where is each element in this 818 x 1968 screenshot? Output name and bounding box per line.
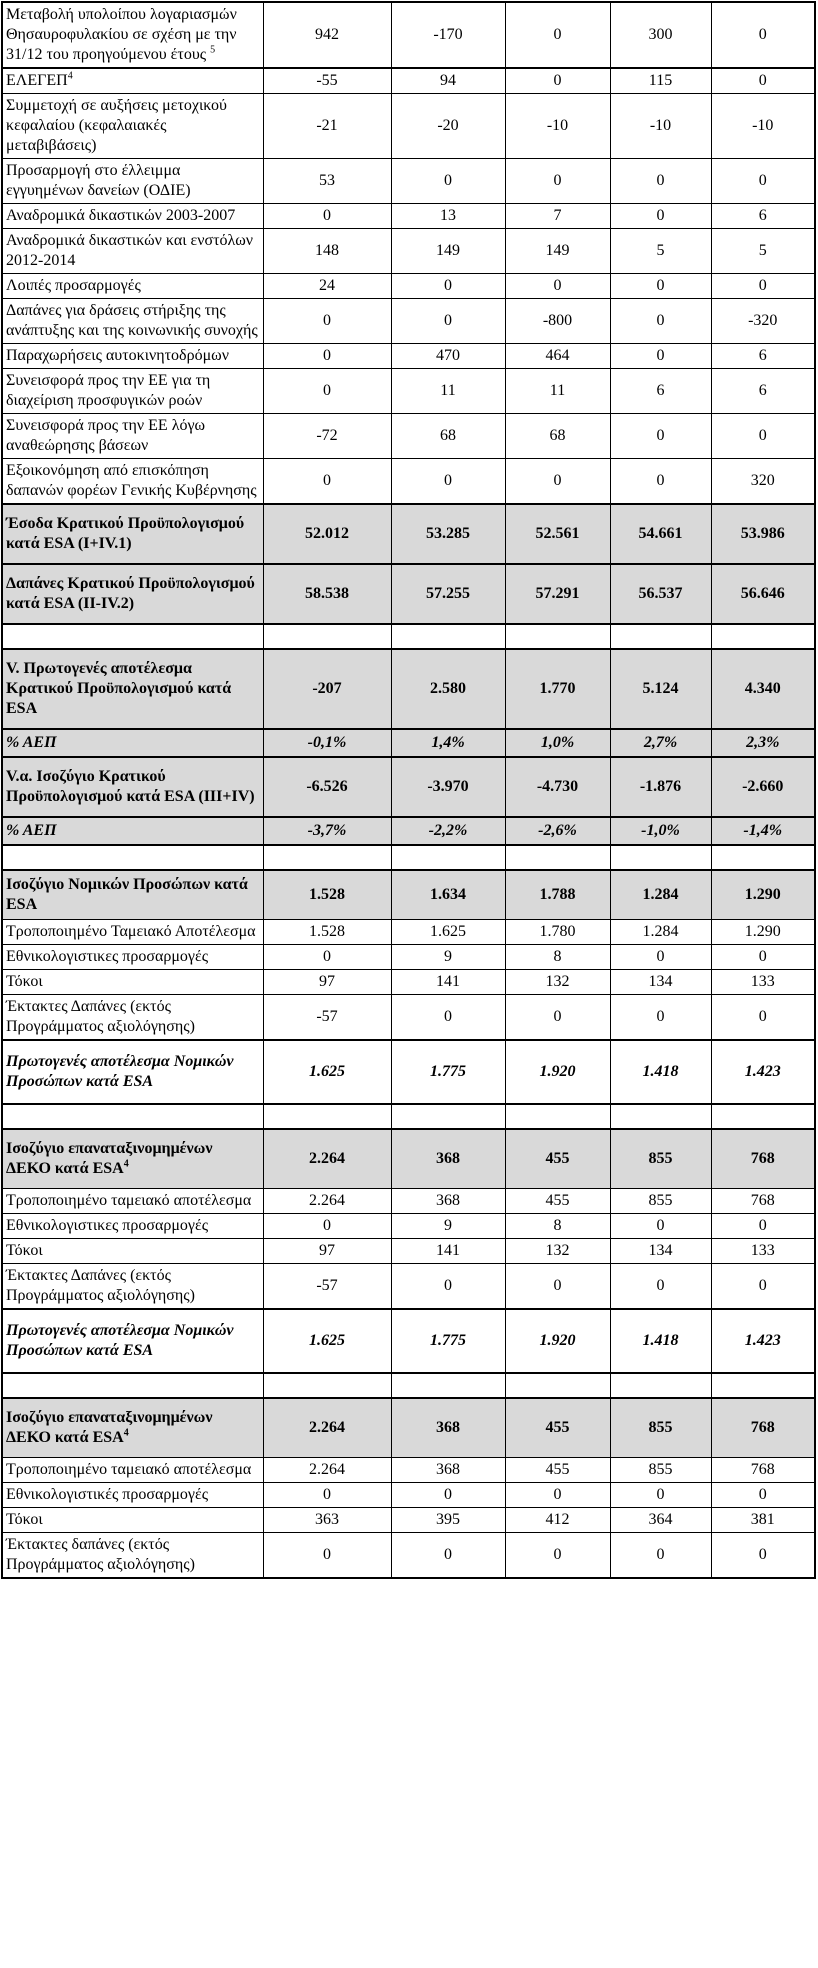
value-cell: 0 (391, 1533, 505, 1579)
row-label: Συμμετοχή σε αυξήσεις μετοχικού κεφαλαίου (κεφαλαιακές μεταβιβάσεις) (2, 94, 263, 159)
value-cell: 5 (711, 229, 815, 274)
value-cell: 0 (711, 1214, 815, 1239)
row-label: Παραχωρήσεις αυτοκινητοδρόμων (2, 344, 263, 369)
value-cell: 68 (391, 414, 505, 459)
value-cell: 4.340 (711, 649, 815, 729)
table-row (2, 344, 815, 369)
value-cell: 0 (711, 1533, 815, 1579)
table-row (2, 504, 815, 564)
value-cell: 149 (505, 229, 610, 274)
value-cell (391, 1373, 505, 1398)
value-cell: 1.284 (610, 870, 711, 920)
value-cell (263, 1373, 391, 1398)
value-cell: 1.528 (263, 870, 391, 920)
value-cell (610, 624, 711, 649)
value-cell: 1.780 (505, 920, 610, 945)
value-cell: 1.775 (391, 1309, 505, 1373)
value-cell: 0 (610, 1214, 711, 1239)
value-cell: 5 (610, 229, 711, 274)
value-cell: 6 (711, 204, 815, 229)
value-cell: 13 (391, 204, 505, 229)
value-cell: 1.625 (263, 1309, 391, 1373)
value-cell: 148 (263, 229, 391, 274)
value-cell (610, 845, 711, 870)
value-cell: 768 (711, 1129, 815, 1189)
value-cell: 368 (391, 1398, 505, 1458)
value-cell: 1.423 (711, 1309, 815, 1373)
value-cell: 1,4% (391, 729, 505, 757)
table-row (2, 920, 815, 945)
value-cell (263, 1104, 391, 1129)
value-cell (610, 1104, 711, 1129)
row-label: Προσαρμογή στο έλλειμμα εγγυημένων δανείων (ΟΔΙΕ) (2, 159, 263, 204)
value-cell: 97 (263, 1239, 391, 1264)
value-cell: 320 (711, 459, 815, 505)
table-row (2, 995, 815, 1041)
table-row (2, 369, 815, 414)
table-row (2, 649, 815, 729)
value-cell: 141 (391, 1239, 505, 1264)
value-cell: 56.646 (711, 564, 815, 624)
value-cell: 0 (711, 945, 815, 970)
value-cell: 0 (505, 459, 610, 505)
value-cell: 412 (505, 1508, 610, 1533)
value-cell: -2,6% (505, 817, 610, 845)
value-cell: -10 (610, 94, 711, 159)
value-cell: -3,7% (263, 817, 391, 845)
value-cell: 0 (505, 995, 610, 1041)
value-cell: 364 (610, 1508, 711, 1533)
value-cell: 768 (711, 1458, 815, 1483)
value-cell: 11 (391, 369, 505, 414)
value-cell: 455 (505, 1398, 610, 1458)
value-cell: 363 (263, 1508, 391, 1533)
table-row (2, 1129, 815, 1189)
table-row (2, 274, 815, 299)
value-cell: -21 (263, 94, 391, 159)
value-cell: 368 (391, 1458, 505, 1483)
row-label: Τόκοι (2, 1508, 263, 1533)
row-label: Αναδρομικά δικαστικών 2003-2007 (2, 204, 263, 229)
row-label: Εθνικολογιστικες προσαρμογές (2, 1214, 263, 1239)
table-row (2, 159, 815, 204)
row-label: Τροποποιημένο Ταμειακό Αποτέλεσμα (2, 920, 263, 945)
value-cell: 2.264 (263, 1129, 391, 1189)
value-cell: 1.290 (711, 870, 815, 920)
footnote-ref: 4 (123, 1427, 129, 1439)
row-label: Αναδρομικά δικαστικών και ενστόλων 2012-2014 (2, 229, 263, 274)
value-cell (391, 1104, 505, 1129)
value-cell: 8 (505, 945, 610, 970)
value-cell: 455 (505, 1189, 610, 1214)
row-label: Έκτακτες Δαπάνες (εκτός Προγράμματος αξιολόγησης) (2, 995, 263, 1041)
row-label: Εθνικολογιστικές προσαρμογές (2, 1483, 263, 1508)
value-cell (711, 624, 815, 649)
value-cell: -0,1% (263, 729, 391, 757)
value-cell: 134 (610, 970, 711, 995)
value-cell: 115 (610, 68, 711, 94)
value-cell: 2.264 (263, 1398, 391, 1458)
value-cell: 0 (711, 1483, 815, 1508)
table-row (2, 1264, 815, 1310)
table-row (2, 2, 815, 68)
value-cell: -320 (711, 299, 815, 344)
value-cell: -207 (263, 649, 391, 729)
value-cell: -2,2% (391, 817, 505, 845)
value-cell: 0 (391, 459, 505, 505)
row-label: Τροποποιημένο ταμειακό αποτέλεσμα (2, 1189, 263, 1214)
value-cell: 0 (391, 274, 505, 299)
value-cell: 58.538 (263, 564, 391, 624)
footnote-ref: 5 (210, 44, 216, 56)
row-label: Δαπάνες για δράσεις στήριξης της ανάπτυξης και της κοινωνικής συνοχής (2, 299, 263, 344)
value-cell (610, 1373, 711, 1398)
value-cell: 0 (391, 995, 505, 1041)
row-label: Έσοδα Κρατικού Προϋπολογισμού κατά ESA (I+IV.1) (2, 504, 263, 564)
footnote-ref: 4 (123, 1158, 129, 1170)
value-cell: 0 (711, 995, 815, 1041)
value-cell: 0 (505, 1533, 610, 1579)
row-label: Τροποποιημένο ταμειακό αποτέλεσμα (2, 1458, 263, 1483)
value-cell: 855 (610, 1398, 711, 1458)
value-cell: 1.528 (263, 920, 391, 945)
value-cell: 0 (610, 344, 711, 369)
table-row (2, 299, 815, 344)
value-cell: 2.264 (263, 1458, 391, 1483)
row-label: Πρωτογενές αποτέλεσμα Νομικών Προσώπων κατά ESA (2, 1309, 263, 1373)
value-cell: 2,7% (610, 729, 711, 757)
value-cell: 0 (263, 945, 391, 970)
row-label: Ισοζύγιο επαναταξινομημένων ΔΕΚΟ κατά ESA$^4$ (2, 1398, 263, 1458)
value-cell: 9 (391, 1214, 505, 1239)
value-cell: 53.285 (391, 504, 505, 564)
value-cell (505, 1104, 610, 1129)
value-cell: 0 (505, 2, 610, 68)
value-cell (391, 624, 505, 649)
spacer-row (2, 845, 815, 870)
row-label: Συνεισφορά προς την ΕΕ λόγω αναθεώρησης βάσεων (2, 414, 263, 459)
row-label: Ισοζύγιο Νομικών Προσώπων κατά ESA (2, 870, 263, 920)
value-cell: 0 (711, 2, 815, 68)
budget-table-body (2, 2, 815, 1578)
value-cell: 455 (505, 1458, 610, 1483)
table-row (2, 1458, 815, 1483)
value-cell: 1.775 (391, 1040, 505, 1104)
value-cell: 0 (610, 414, 711, 459)
value-cell: 368 (391, 1129, 505, 1189)
value-cell: 57.291 (505, 564, 610, 624)
value-cell: 0 (610, 995, 711, 1041)
value-cell: 0 (263, 1533, 391, 1579)
value-cell: 0 (610, 1533, 711, 1579)
value-cell: 1.634 (391, 870, 505, 920)
value-cell (505, 624, 610, 649)
table-row (2, 945, 815, 970)
value-cell: 8 (505, 1214, 610, 1239)
value-cell: 1.418 (610, 1040, 711, 1104)
budget-table (1, 1, 816, 1579)
value-cell: 0 (263, 299, 391, 344)
value-cell: 0 (391, 1483, 505, 1508)
value-cell (391, 845, 505, 870)
value-cell: -1.876 (610, 757, 711, 817)
value-cell: 53 (263, 159, 391, 204)
value-cell: -6.526 (263, 757, 391, 817)
table-row (2, 459, 815, 505)
value-cell: 11 (505, 369, 610, 414)
value-cell: 0 (610, 204, 711, 229)
value-cell (711, 1373, 815, 1398)
spacer-row (2, 1373, 815, 1398)
table-row (2, 204, 815, 229)
value-cell: -3.970 (391, 757, 505, 817)
spacer-row (2, 1104, 815, 1129)
row-label: Ισοζύγιο επαναταξινομημένων ΔΕΚΟ κατά ESA$^4$ (2, 1129, 263, 1189)
value-cell: 1,0% (505, 729, 610, 757)
table-row (2, 1214, 815, 1239)
row-label: Τόκοι (2, 1239, 263, 1264)
value-cell: 132 (505, 970, 610, 995)
table-row (2, 870, 815, 920)
row-label: V.α. Ισοζύγιο Κρατικού Προϋπολογισμού κατά ESA (III+IV) (2, 757, 263, 817)
value-cell: -4.730 (505, 757, 610, 817)
value-cell: 0 (391, 1264, 505, 1310)
value-cell: 0 (610, 459, 711, 505)
row-label: Εξοικονόμηση από επισκόπηση δαπανών φορέων Γενικής Κυβέρνησης (2, 459, 263, 505)
value-cell (711, 1104, 815, 1129)
value-cell: 6 (610, 369, 711, 414)
table-row (2, 414, 815, 459)
value-cell: 0 (610, 1483, 711, 1508)
value-cell: 395 (391, 1508, 505, 1533)
value-cell: 855 (610, 1458, 711, 1483)
value-cell: 464 (505, 344, 610, 369)
row-label: Τόκοι (2, 970, 263, 995)
value-cell: 1.423 (711, 1040, 815, 1104)
row-label (2, 845, 263, 870)
value-cell: 68 (505, 414, 610, 459)
value-cell: 1.625 (263, 1040, 391, 1104)
table-row (2, 1309, 815, 1373)
value-cell: 455 (505, 1129, 610, 1189)
spacer-row (2, 624, 815, 649)
value-cell: 141 (391, 970, 505, 995)
value-cell: 1.284 (610, 920, 711, 945)
value-cell: 134 (610, 1239, 711, 1264)
row-label: ΕΛΕΓΕΠ$^4$ (2, 68, 263, 94)
table-row (2, 564, 815, 624)
value-cell: 768 (711, 1398, 815, 1458)
value-cell: 2.264 (263, 1189, 391, 1214)
table-row (2, 1040, 815, 1104)
value-cell: 768 (711, 1189, 815, 1214)
value-cell: -800 (505, 299, 610, 344)
value-cell: 855 (610, 1129, 711, 1189)
value-cell: 149 (391, 229, 505, 274)
table-row (2, 1239, 815, 1264)
table-row (2, 1508, 815, 1533)
value-cell: 0 (711, 68, 815, 94)
value-cell: 0 (263, 1214, 391, 1239)
table-row (2, 1189, 815, 1214)
value-cell: 942 (263, 2, 391, 68)
value-cell: -2.660 (711, 757, 815, 817)
value-cell: -10 (711, 94, 815, 159)
value-cell: 9 (391, 945, 505, 970)
value-cell: -57 (263, 995, 391, 1041)
value-cell: 0 (505, 1483, 610, 1508)
value-cell: -57 (263, 1264, 391, 1310)
value-cell (263, 624, 391, 649)
value-cell: 0 (610, 945, 711, 970)
value-cell: 1.920 (505, 1309, 610, 1373)
value-cell: 0 (610, 299, 711, 344)
row-label: Πρωτογενές αποτέλεσμα Νομικών Προσώπων κατά ESA (2, 1040, 263, 1104)
row-label (2, 624, 263, 649)
value-cell: 1.920 (505, 1040, 610, 1104)
value-cell: -55 (263, 68, 391, 94)
row-label: % ΑΕΠ (2, 729, 263, 757)
row-label: Μεταβολή υπολοίπου λογαριασμών Θησαυροφυλακίου σε σχέση με την 31/12 του προηγούμενου έτους $^5$ (2, 2, 263, 68)
value-cell (711, 845, 815, 870)
value-cell: 300 (610, 2, 711, 68)
table-row (2, 1533, 815, 1579)
value-cell: 132 (505, 1239, 610, 1264)
value-cell: 0 (505, 274, 610, 299)
table-row (2, 729, 815, 757)
value-cell: 52.012 (263, 504, 391, 564)
value-cell: 0 (263, 1483, 391, 1508)
row-label: Έκτακτες δαπάνες (εκτός Προγράμματος αξιολόγησης) (2, 1533, 263, 1579)
table-row (2, 817, 815, 845)
value-cell: 0 (505, 1264, 610, 1310)
value-cell: 97 (263, 970, 391, 995)
value-cell: -10 (505, 94, 610, 159)
value-cell: 0 (711, 414, 815, 459)
table-row (2, 1483, 815, 1508)
value-cell (263, 845, 391, 870)
table-row (2, 94, 815, 159)
value-cell: 1.770 (505, 649, 610, 729)
value-cell: -1,4% (711, 817, 815, 845)
value-cell: 0 (610, 1264, 711, 1310)
value-cell: 133 (711, 970, 815, 995)
value-cell: 0 (391, 159, 505, 204)
table-row (2, 68, 815, 94)
value-cell: 0 (711, 274, 815, 299)
value-cell: 56.537 (610, 564, 711, 624)
value-cell: 0 (711, 1264, 815, 1310)
value-cell: 381 (711, 1508, 815, 1533)
value-cell: 0 (505, 159, 610, 204)
row-label: % ΑΕΠ (2, 817, 263, 845)
value-cell: 2.580 (391, 649, 505, 729)
table-row (2, 229, 815, 274)
value-cell: -170 (391, 2, 505, 68)
value-cell: 2,3% (711, 729, 815, 757)
value-cell: 94 (391, 68, 505, 94)
value-cell: 6 (711, 344, 815, 369)
value-cell: 6 (711, 369, 815, 414)
value-cell (505, 1373, 610, 1398)
value-cell: 0 (610, 159, 711, 204)
row-label: Έκτακτες Δαπάνες (εκτός Προγράμματος αξιολόγησης) (2, 1264, 263, 1310)
value-cell: -72 (263, 414, 391, 459)
value-cell: 1.418 (610, 1309, 711, 1373)
value-cell: 1.788 (505, 870, 610, 920)
value-cell: 54.661 (610, 504, 711, 564)
value-cell: 57.255 (391, 564, 505, 624)
row-label: Δαπάνες Κρατικού Προϋπολογισμού κατά ESA (II-IV.2) (2, 564, 263, 624)
row-label: Εθνικολογιστικες προσαρμογές (2, 945, 263, 970)
value-cell: 368 (391, 1189, 505, 1214)
table-row (2, 757, 815, 817)
value-cell: 1.625 (391, 920, 505, 945)
value-cell: 0 (505, 68, 610, 94)
row-label: Συνεισφορά προς την ΕΕ για τη διαχείριση προσφυγικών ροών (2, 369, 263, 414)
value-cell: 0 (391, 299, 505, 344)
value-cell: 5.124 (610, 649, 711, 729)
value-cell: 0 (263, 459, 391, 505)
value-cell: 133 (711, 1239, 815, 1264)
value-cell: 24 (263, 274, 391, 299)
value-cell: 7 (505, 204, 610, 229)
value-cell: 0 (711, 159, 815, 204)
table-row (2, 970, 815, 995)
value-cell: -1,0% (610, 817, 711, 845)
value-cell: 1.290 (711, 920, 815, 945)
value-cell: 0 (263, 204, 391, 229)
row-label (2, 1104, 263, 1129)
footnote-ref: 4 (67, 70, 73, 82)
value-cell: 53.986 (711, 504, 815, 564)
value-cell: 0 (263, 369, 391, 414)
table-row (2, 1398, 815, 1458)
row-label (2, 1373, 263, 1398)
value-cell: 0 (263, 344, 391, 369)
value-cell: 0 (610, 274, 711, 299)
value-cell: 470 (391, 344, 505, 369)
value-cell (505, 845, 610, 870)
row-label: V. Πρωτογενές αποτέλεσμα Κρατικού Προϋπολογισμού κατά ESA (2, 649, 263, 729)
row-label: Λοιπές προσαρμογές (2, 274, 263, 299)
value-cell: 52.561 (505, 504, 610, 564)
value-cell: 855 (610, 1189, 711, 1214)
value-cell: -20 (391, 94, 505, 159)
